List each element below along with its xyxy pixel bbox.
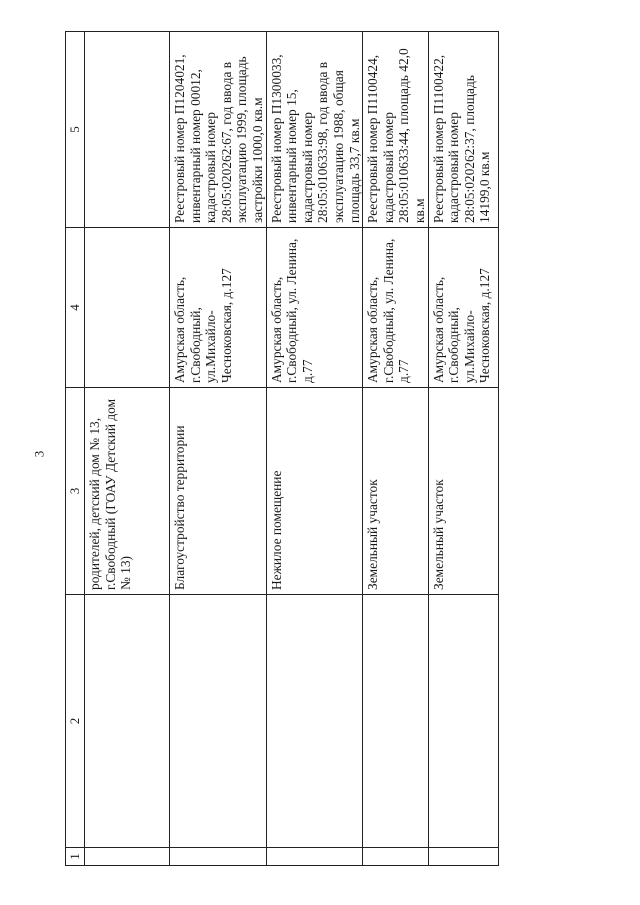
table-cell: Земельный участок	[428, 388, 498, 595]
table-cell	[266, 595, 363, 848]
table-header-row	[66, 32, 85, 866]
table-cell	[170, 848, 267, 866]
table-cell: Амурская область, г.Свободный, ул. Ленина, д.77	[363, 228, 428, 388]
table-cell: Реестровый номер П1100424, кадастровый номер 28:05:010633:44, площадь 42,0 кв.м	[363, 32, 428, 228]
table-cell: Нежилое помещение	[266, 388, 363, 595]
header-cell: 2	[66, 595, 85, 848]
table-row	[85, 32, 170, 866]
table-cell	[85, 595, 170, 848]
table-cell: родителей, детский дом № 13, г.Свободный (ГОАУ Детский дом № 13)	[85, 388, 170, 595]
page-number: 3	[31, 450, 47, 458]
table-cell	[363, 595, 428, 848]
table-cell	[428, 595, 498, 848]
table-cell: Реестровый номер П1100422, кадастровый номер 28:05:020262:37, площадь 14199,0 кв.м	[428, 32, 498, 228]
table-row	[170, 32, 267, 866]
table-cell: Амурская область, г.Свободный, ул. Ленина, д.77	[266, 228, 363, 388]
header-cell: 1	[66, 848, 85, 866]
header-cell: 4	[66, 228, 85, 388]
table-cell: Благоустройство территории	[170, 388, 267, 595]
table-cell	[85, 32, 170, 228]
table-cell: Реестровый номер П1300033, инвентарный номер 15, кадастровый номер 28:05:010633:98, год ввода в эксплуатацию 1988, общая площадь 33,7 кв.м	[266, 32, 363, 228]
table-row	[363, 32, 428, 866]
table-cell	[85, 848, 170, 866]
rotated-table-container	[65, 32, 493, 866]
table-cell	[170, 595, 267, 848]
table-row	[266, 32, 363, 866]
table-cell: Амурская область, г.Свободный, ул.Михайло-Чесноковская, д.127	[428, 228, 498, 388]
rotated-table	[65, 32, 493, 866]
table-cell	[85, 228, 170, 388]
table-cell: Реестровый номер П1204021, инвентарный номер 00012, кадастровый номер 28:05:020262:67, год ввода в эксплуатацию 1999, площадь застройки 1000,0 кв.м	[170, 32, 267, 228]
header-cell: 5	[66, 32, 85, 228]
table-cell	[363, 848, 428, 866]
property-table	[65, 31, 499, 866]
table-cell	[428, 848, 498, 866]
table-cell: Земельный участок	[363, 388, 428, 595]
table-cell: Амурская область, г.Свободный, ул.Михайло-Чесноковская, д.127	[170, 228, 267, 388]
table-row	[428, 32, 498, 866]
table-cell	[266, 848, 363, 866]
header-cell: 3	[66, 388, 85, 595]
